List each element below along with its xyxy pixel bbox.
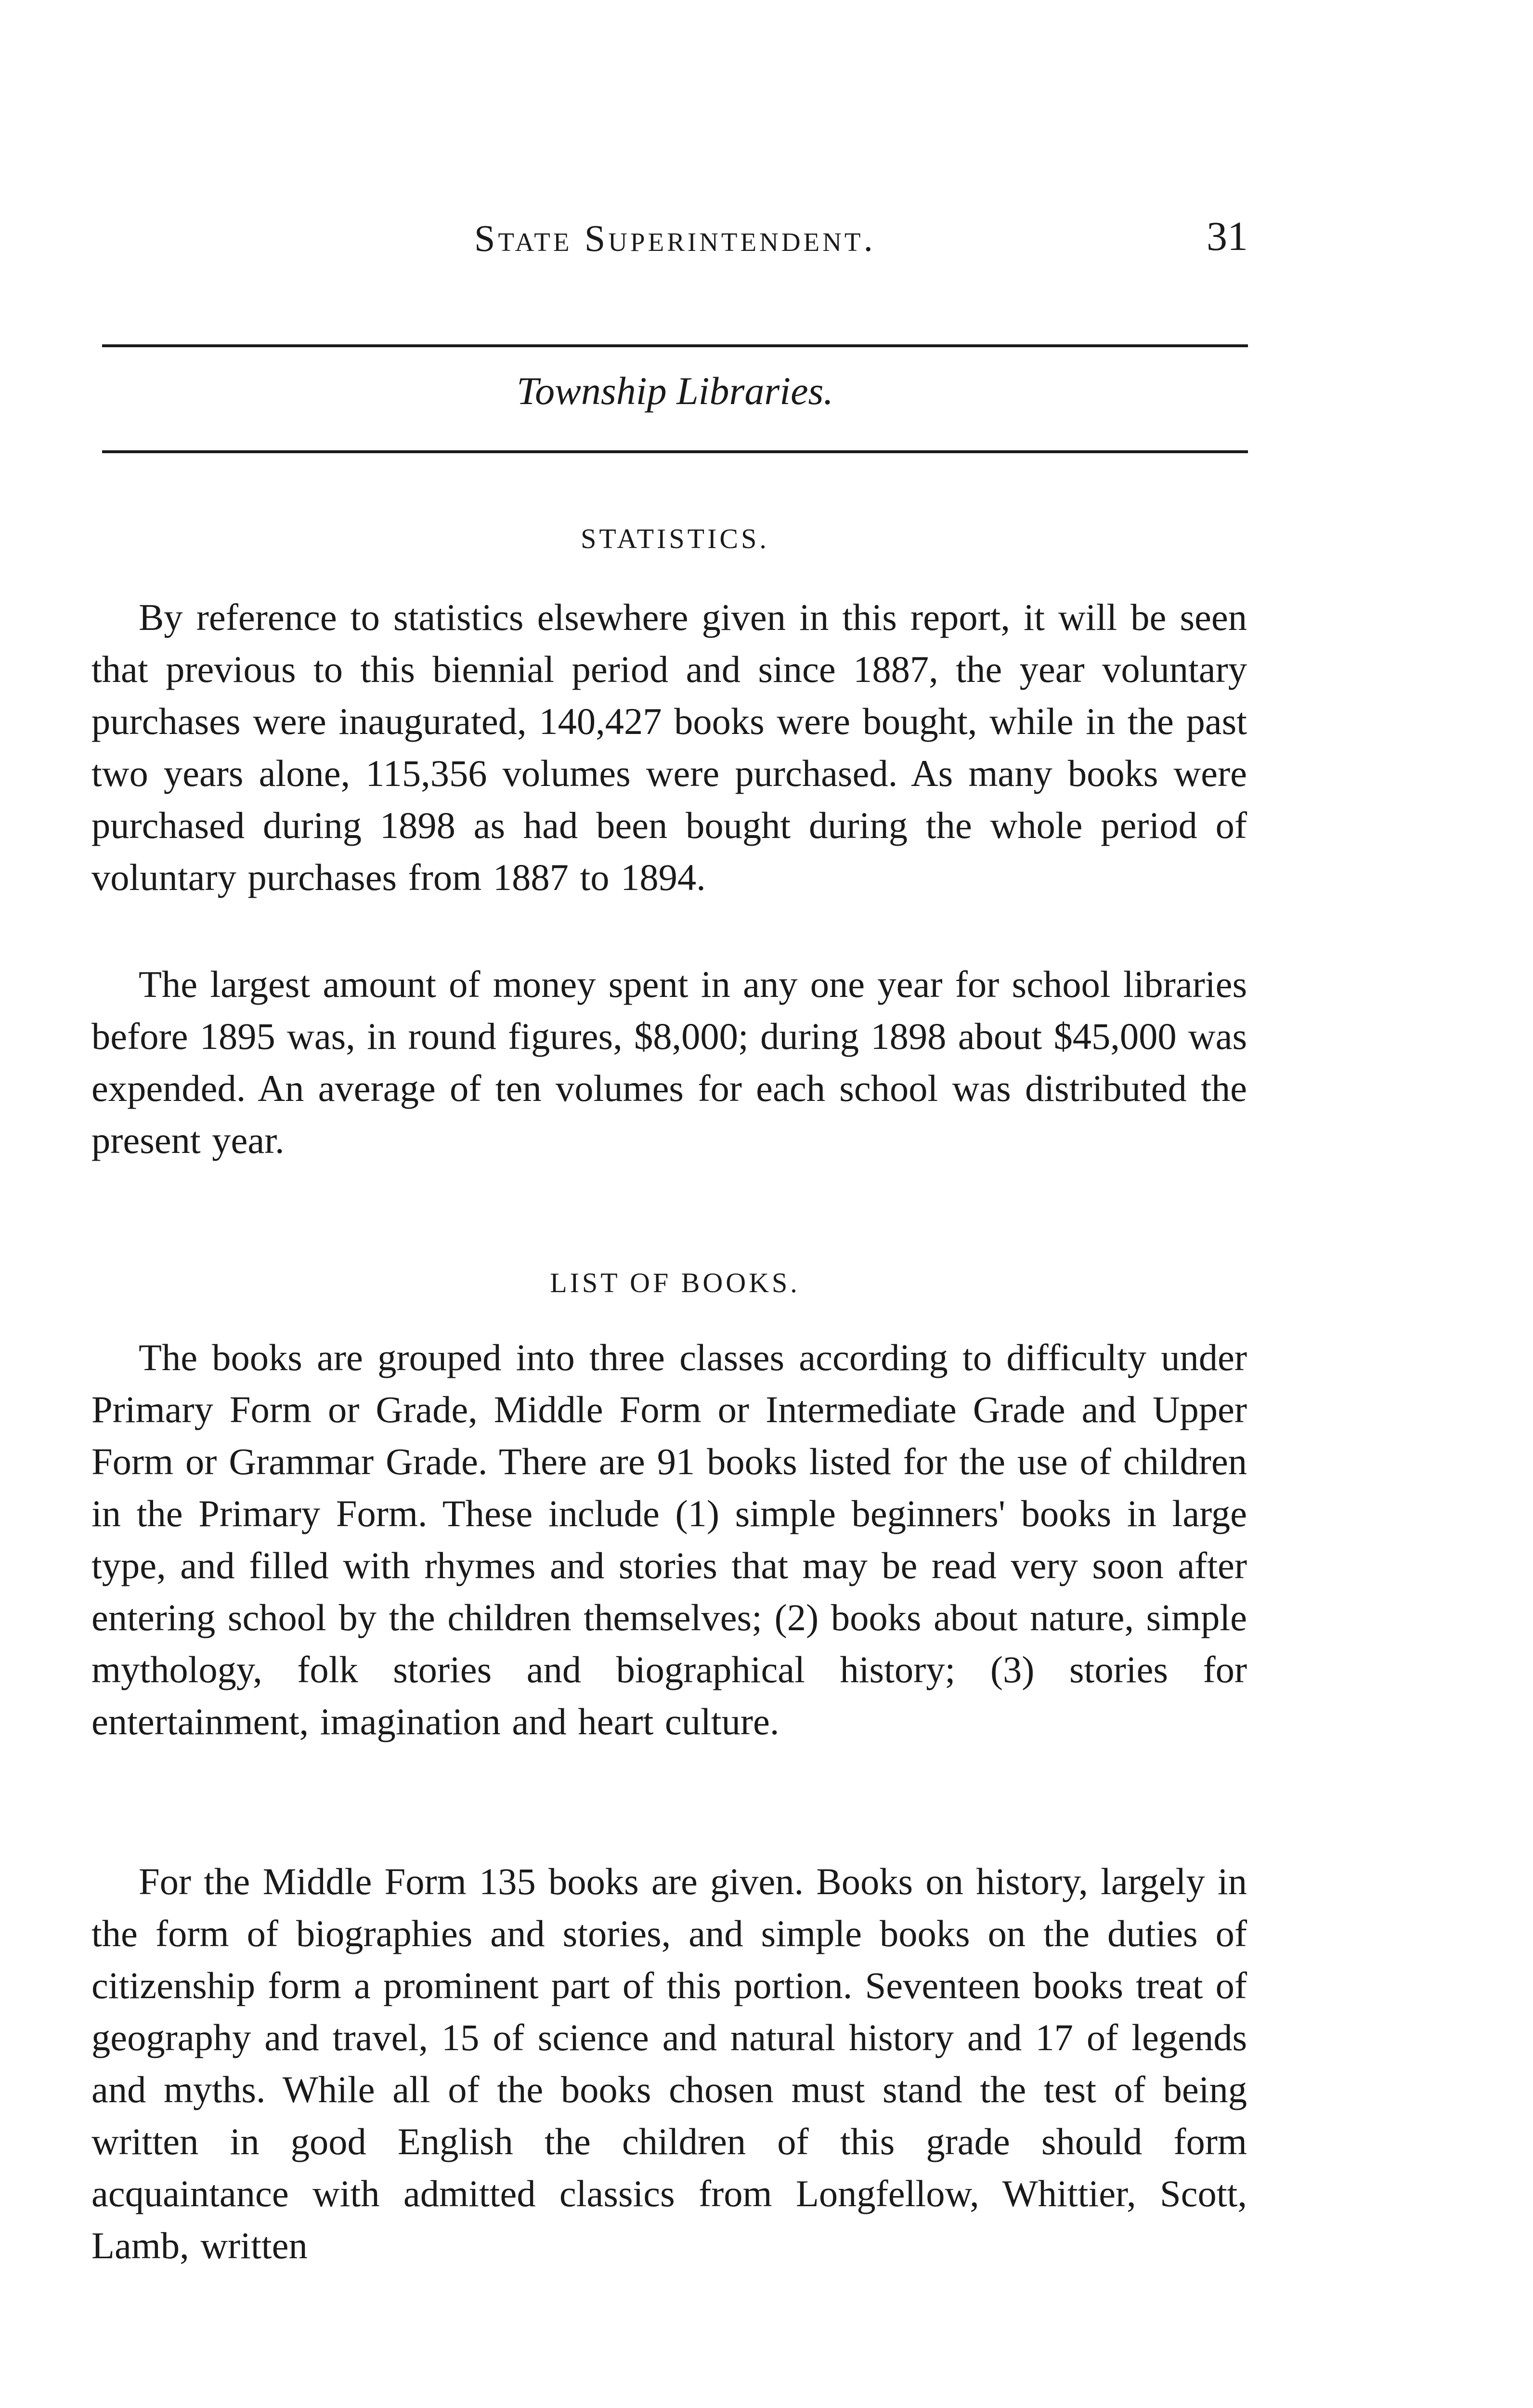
statistics-paragraph-1: By reference to statistics elsewhere given in this report, it will be seen that previous to this biennial period and since 1887, the year voluntary purchases were inaugurated, 140,427 books were bought, while in the past two years alone, 115,356 volumes were purchased. As many books were purchased during 1898 as had been bought during the whole period of voluntary purchases from 1887 to 1894. <box>91 596 1247 898</box>
list-of-books-paragraph-1: The books are grouped into three classes according to difficulty under Primary Form or Grade, Middle Form or Intermediate Grade and Upper Form or Grammar Grade. There are 91 books listed for the use of children in the Primary Form. These include (1) simple beginners' books in large type, and filled with rhymes and stories that may be read very soon after entering school by the children themselves; (2) books about nature, simple mythology, folk stories and biographical history; (3) stories for entertainment, imagination and heart culture. <box>91 1336 1247 1742</box>
bottom-rule <box>102 450 1248 453</box>
top-rule <box>102 344 1248 347</box>
statistics-heading: STATISTICS. <box>581 523 769 554</box>
section-title: Township Libraries. <box>517 369 833 413</box>
list-of-books-heading: LIST OF BOOKS. <box>550 1267 800 1298</box>
running-head: State Superintendent. <box>474 217 876 259</box>
page-number: 31 <box>1207 213 1248 259</box>
list-of-books-paragraph-2: For the Middle Form 135 books are given. Books on history, largely in the form of biographies and stories, and simple books on the duties of citizenship form a prominent part of this portion. Seventeen books treat of geography and travel, 15 of science and natural history and 17 of legends and myths. While all of the books chosen must stand the test of being written in good English the children of this grade should form acquaintance with admitted classics from Longfellow, Whittier, Scott, Lamb, written <box>91 1860 1247 2266</box>
page-header <box>102 212 1248 270</box>
statistics-paragraph-2: The largest amount of money spent in any one year for school libraries before 1895 was, in round figures, $8,000; during 1898 about $45,000 was expended. An average of ten volumes for each school was distributed the present year. <box>91 963 1247 1161</box>
